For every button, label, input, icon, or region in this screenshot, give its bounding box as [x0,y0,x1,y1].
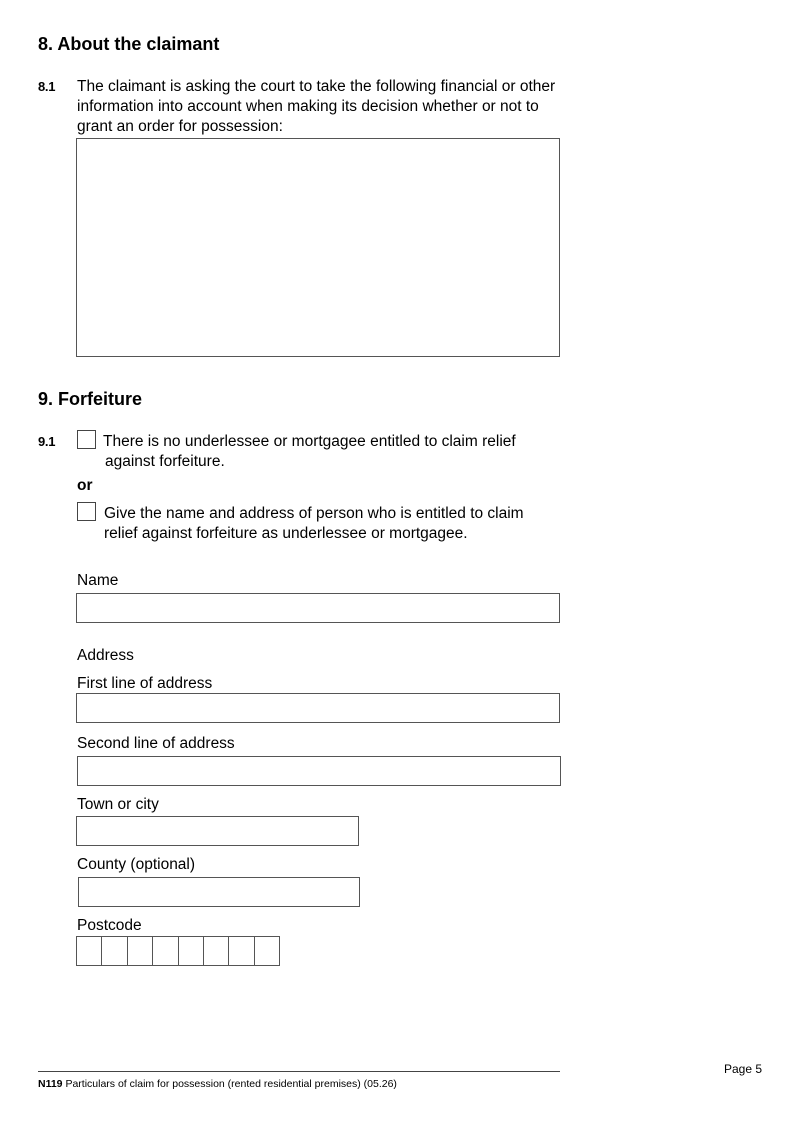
name-input[interactable] [76,593,560,623]
no-underlessee-checkbox[interactable] [77,430,96,449]
section-9-number: 9. [38,389,54,409]
footer-divider [38,1071,560,1072]
section-8-number: 8. [38,34,54,54]
postcode-cell[interactable] [203,936,230,966]
option-give-details-line2: relief against forfeiture as underlessee or mortgagee. [104,525,468,542]
form-title: Particulars of claim for possession (rented residential premises) (05.26) [65,1078,397,1090]
town-input[interactable] [76,816,359,846]
postcode-input[interactable] [76,936,280,966]
question-8-1-text: The claimant is asking the court to take the following financial or other information into account when making its decision whether or not to grant an order for possession: [77,78,556,135]
address-label: Address [77,647,134,664]
footer-text [38,1078,397,1090]
section-8-title: About the claimant [57,34,220,54]
address-line2-input[interactable] [77,756,561,786]
town-label: Town or city [77,796,159,813]
postcode-label: Postcode [77,917,142,934]
postcode-cell[interactable] [254,936,281,966]
postcode-cell[interactable] [127,936,154,966]
option-no-underlessee-line1: There is no underlessee or mortgagee entitled to claim relief [103,433,516,450]
financial-information-textarea[interactable] [76,138,560,357]
section-9-heading [38,389,142,410]
postcode-cell[interactable] [228,936,255,966]
section-8-heading [38,34,219,55]
page-number: Page 5 [724,1062,763,1076]
address-line1-input[interactable] [76,693,560,723]
county-label: County (optional) [77,856,196,873]
give-name-address-checkbox[interactable] [77,502,96,521]
postcode-cell[interactable] [178,936,205,966]
name-label: Name [77,572,119,589]
postcode-cell[interactable] [101,936,128,966]
form-code: N119 [38,1078,63,1090]
address-line2-label: Second line of address [77,735,235,752]
section-9-title: Forfeiture [58,389,143,409]
postcode-cell[interactable] [152,936,179,966]
or-label: or [77,477,93,494]
question-8-1-number: 8.1 [38,79,56,94]
postcode-cell[interactable] [76,936,103,966]
address-line1-label: First line of address [77,675,213,692]
option-give-details-line1: Give the name and address of person who is entitled to claim [104,505,524,522]
question-9-1-number: 9.1 [38,434,56,449]
county-input[interactable] [78,877,360,907]
option-no-underlessee-line2: against forfeiture. [105,453,225,470]
